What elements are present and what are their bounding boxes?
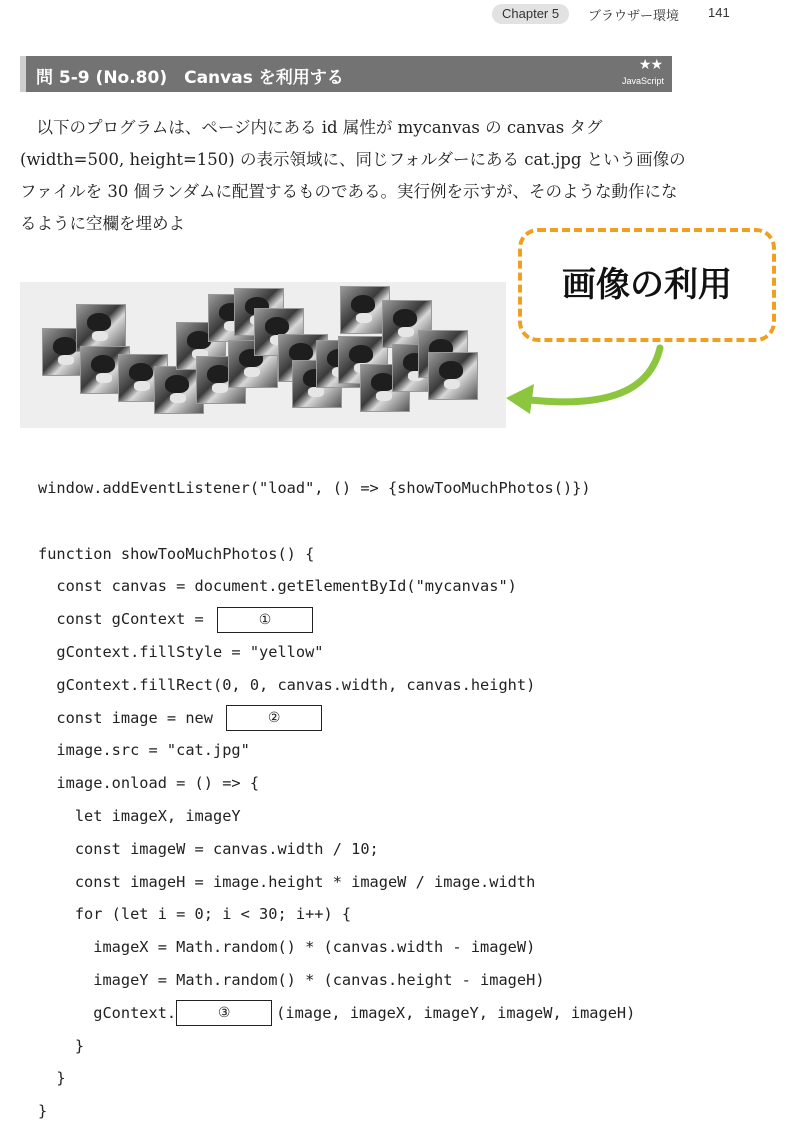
chapter-title: ブラウザー環境 <box>588 9 680 24</box>
code-line: const imageW = canvas.width / 10; <box>38 839 379 858</box>
callout-arrow-head <box>506 384 534 414</box>
code-block <box>38 472 635 1128</box>
code-line: gContext.fillRect(0, 0, canvas.width, canvas.height) <box>38 675 536 694</box>
code-line: image.onload = () => { <box>38 774 260 793</box>
chapter-badge: Chapter 5 <box>492 4 569 24</box>
code-line: imageX = Math.random() * (canvas.width - imageW) <box>38 938 536 957</box>
difficulty-stars: ★★ <box>638 57 662 73</box>
code-line <box>38 702 635 735</box>
answer-blank-2: ② <box>226 705 322 731</box>
answer-blank-1: ① <box>217 607 313 633</box>
question-title-bar <box>20 56 672 92</box>
cat-image <box>428 352 478 400</box>
code-line: imageY = Math.random() * (canvas.height - imageH) <box>38 970 545 989</box>
code-line <box>38 997 635 1030</box>
page-header <box>0 0 800 30</box>
cat-image <box>76 304 126 352</box>
code-text: const image = new <box>38 708 223 727</box>
answer-blank-3: ③ <box>176 1000 272 1026</box>
callout-arrow-shaft <box>530 348 660 402</box>
code-text: (image, imageX, imageY, imageW, imageH) <box>276 1003 636 1022</box>
language-label: JavaScript <box>621 76 664 86</box>
code-line: } <box>38 1069 66 1088</box>
question-title: 問 5-9 (No.80) Canvas を利用する <box>36 68 344 88</box>
callout-arrow <box>500 340 690 420</box>
code-line: gContext.fillStyle = "yellow" <box>38 642 324 661</box>
callout-text: 画像の利用 <box>562 265 732 305</box>
code-line <box>38 603 635 636</box>
code-line: } <box>38 1036 85 1055</box>
code-line: window.addEventListener("load", () => {showTooMuchPhotos()}) <box>38 479 591 497</box>
code-line <box>38 505 635 538</box>
code-line: function showTooMuchPhotos() { <box>38 544 315 563</box>
code-line: image.src = "cat.jpg" <box>38 741 250 760</box>
title-bar-accent <box>20 56 26 92</box>
code-text: const gContext = <box>38 610 213 629</box>
code-line: const canvas = document.getElementById("mycanvas") <box>38 577 517 596</box>
code-line: for (let i = 0; i < 30; i++) { <box>38 905 352 924</box>
question-description: 以下のプログラムは、ページ内にある id 属性が mycanvas の canvas タグ (width=500, height=150) の表示領域に、同じフォルダーにある cat.jpg という画像のファイルを 30 個ランダムに配置するものである。実行例を示すが、そのような動作になるように空欄を埋めよ <box>20 118 686 233</box>
code-line: } <box>38 1102 48 1121</box>
page-number: 141 <box>708 5 730 20</box>
callout-box <box>518 228 776 342</box>
example-output-image <box>20 282 506 428</box>
code-text: gContext. <box>38 1003 177 1022</box>
code-line: let imageX, imageY <box>38 806 241 825</box>
code-line: const imageH = image.height * imageW / image.width <box>38 872 536 891</box>
